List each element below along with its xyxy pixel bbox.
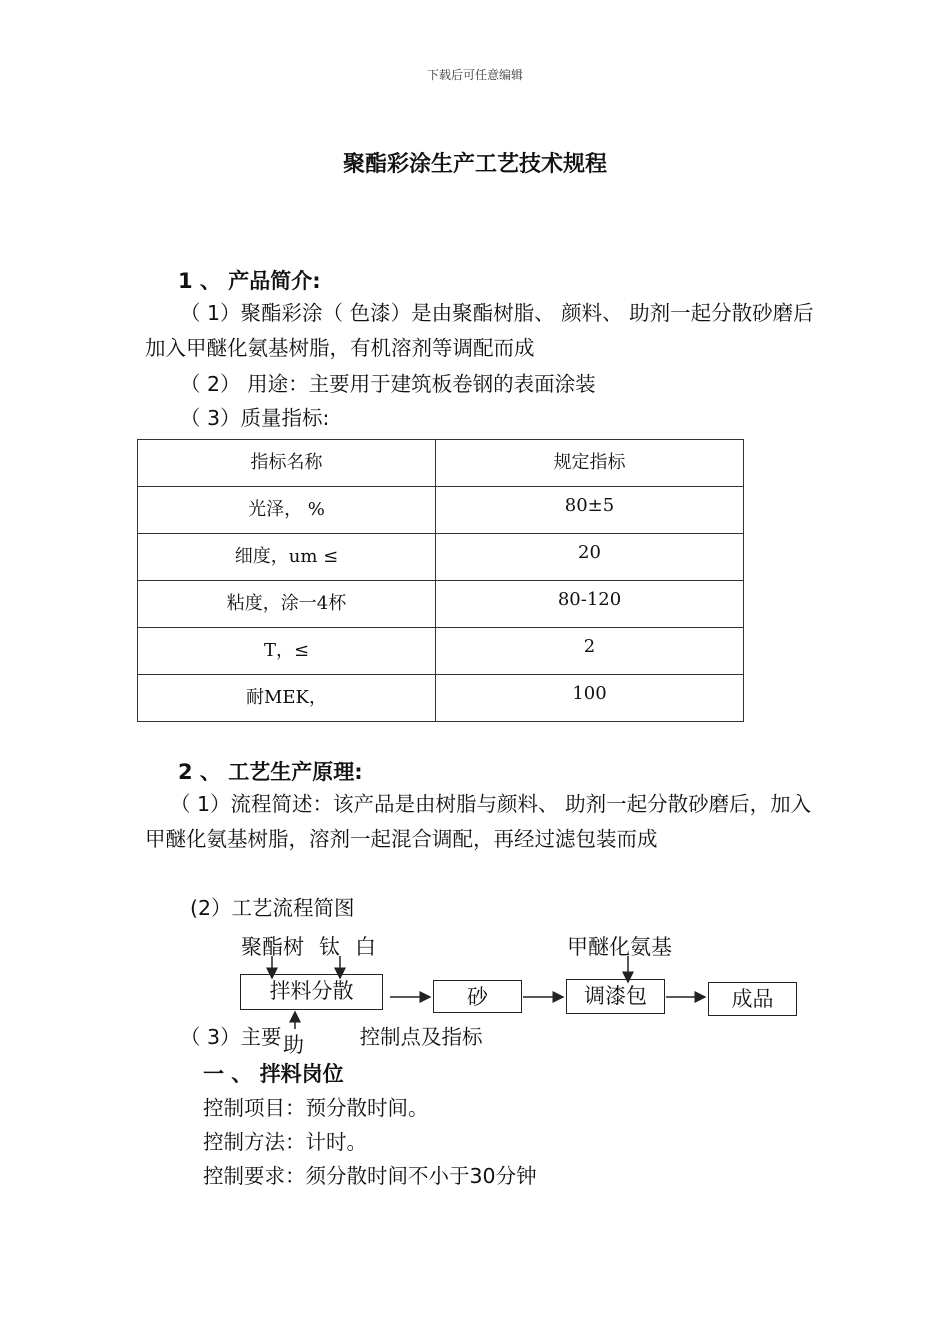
table-cell: 光泽， %	[138, 487, 436, 534]
table-header-cell: 指标名称	[138, 440, 436, 487]
section-1-item-1: （ 1）聚酯彩涂（ 色漆）是由聚酯树脂、 颜料、 助剂一起分散砂磨后加入甲醚化氨基树脂，有机溶剂等调配而成	[145, 301, 814, 360]
section-2-heading: 2 、 工艺生产原理:	[178, 760, 363, 784]
table-cell: 80±5	[436, 487, 744, 534]
section-1-heading: 1 、 产品简介:	[178, 269, 321, 293]
table-cell: 2	[436, 628, 744, 675]
table-cell: 粘度，涂一4杯	[138, 581, 436, 628]
table-cell: 耐MEK，	[138, 675, 436, 722]
flow-step-mixing: 拌料分散	[240, 974, 383, 1010]
control-item: 控制项目：预分散时间。	[203, 1096, 429, 1120]
document-title: 聚酯彩涂生产工艺技术规程	[342, 152, 607, 177]
section-3-heading: 一 、 拌料岗位	[203, 1062, 344, 1086]
table-cell: T，≤	[138, 628, 436, 675]
flow-step-grinding: 砂	[433, 980, 522, 1013]
control-method: 控制方法：计时。	[203, 1130, 367, 1154]
flow-input-resin: 聚酯树	[241, 935, 304, 959]
table-cell: 80-120	[436, 581, 744, 628]
flow-input-white: 白	[355, 935, 376, 959]
section-2-item-3-lead: （ 3）主要	[180, 1025, 282, 1049]
page-header: 下载后可任意编辑	[426, 68, 523, 82]
table-cell: 20	[436, 534, 744, 581]
section-2-item-1: （ 1）流程简述：该产品是由树脂与颜料、 助剂一起分散砂磨后，加入甲醚化氨基树脂，溶剂一起混合调配，再经过滤包装而成	[145, 792, 812, 851]
flow-input-additive: 助	[283, 1029, 304, 1059]
flow-step-product: 成品	[708, 982, 797, 1016]
control-requirement: 控制要求：须分散时间不小于30分钟	[203, 1164, 537, 1188]
table-header-cell: 规定指标	[436, 440, 744, 487]
section-1-item-3: （ 3）质量指标:	[180, 406, 330, 430]
table-cell: 细度，um ≤	[138, 534, 436, 581]
section-2-item-2: (2）工艺流程简图	[190, 896, 355, 920]
table-cell: 100	[436, 675, 744, 722]
flow-step-blending: 调漆包	[566, 979, 665, 1014]
section-2-item-3	[180, 1020, 483, 1054]
section-2-item-3-rest: 控制点及指标	[359, 1025, 483, 1049]
flow-input-amino-resin: 甲醚化氨基	[567, 935, 672, 959]
flow-input-titanium: 钛	[319, 935, 340, 959]
section-1-item-2: （ 2） 用途：主要用于建筑板卷钢的表面涂装	[180, 372, 596, 396]
